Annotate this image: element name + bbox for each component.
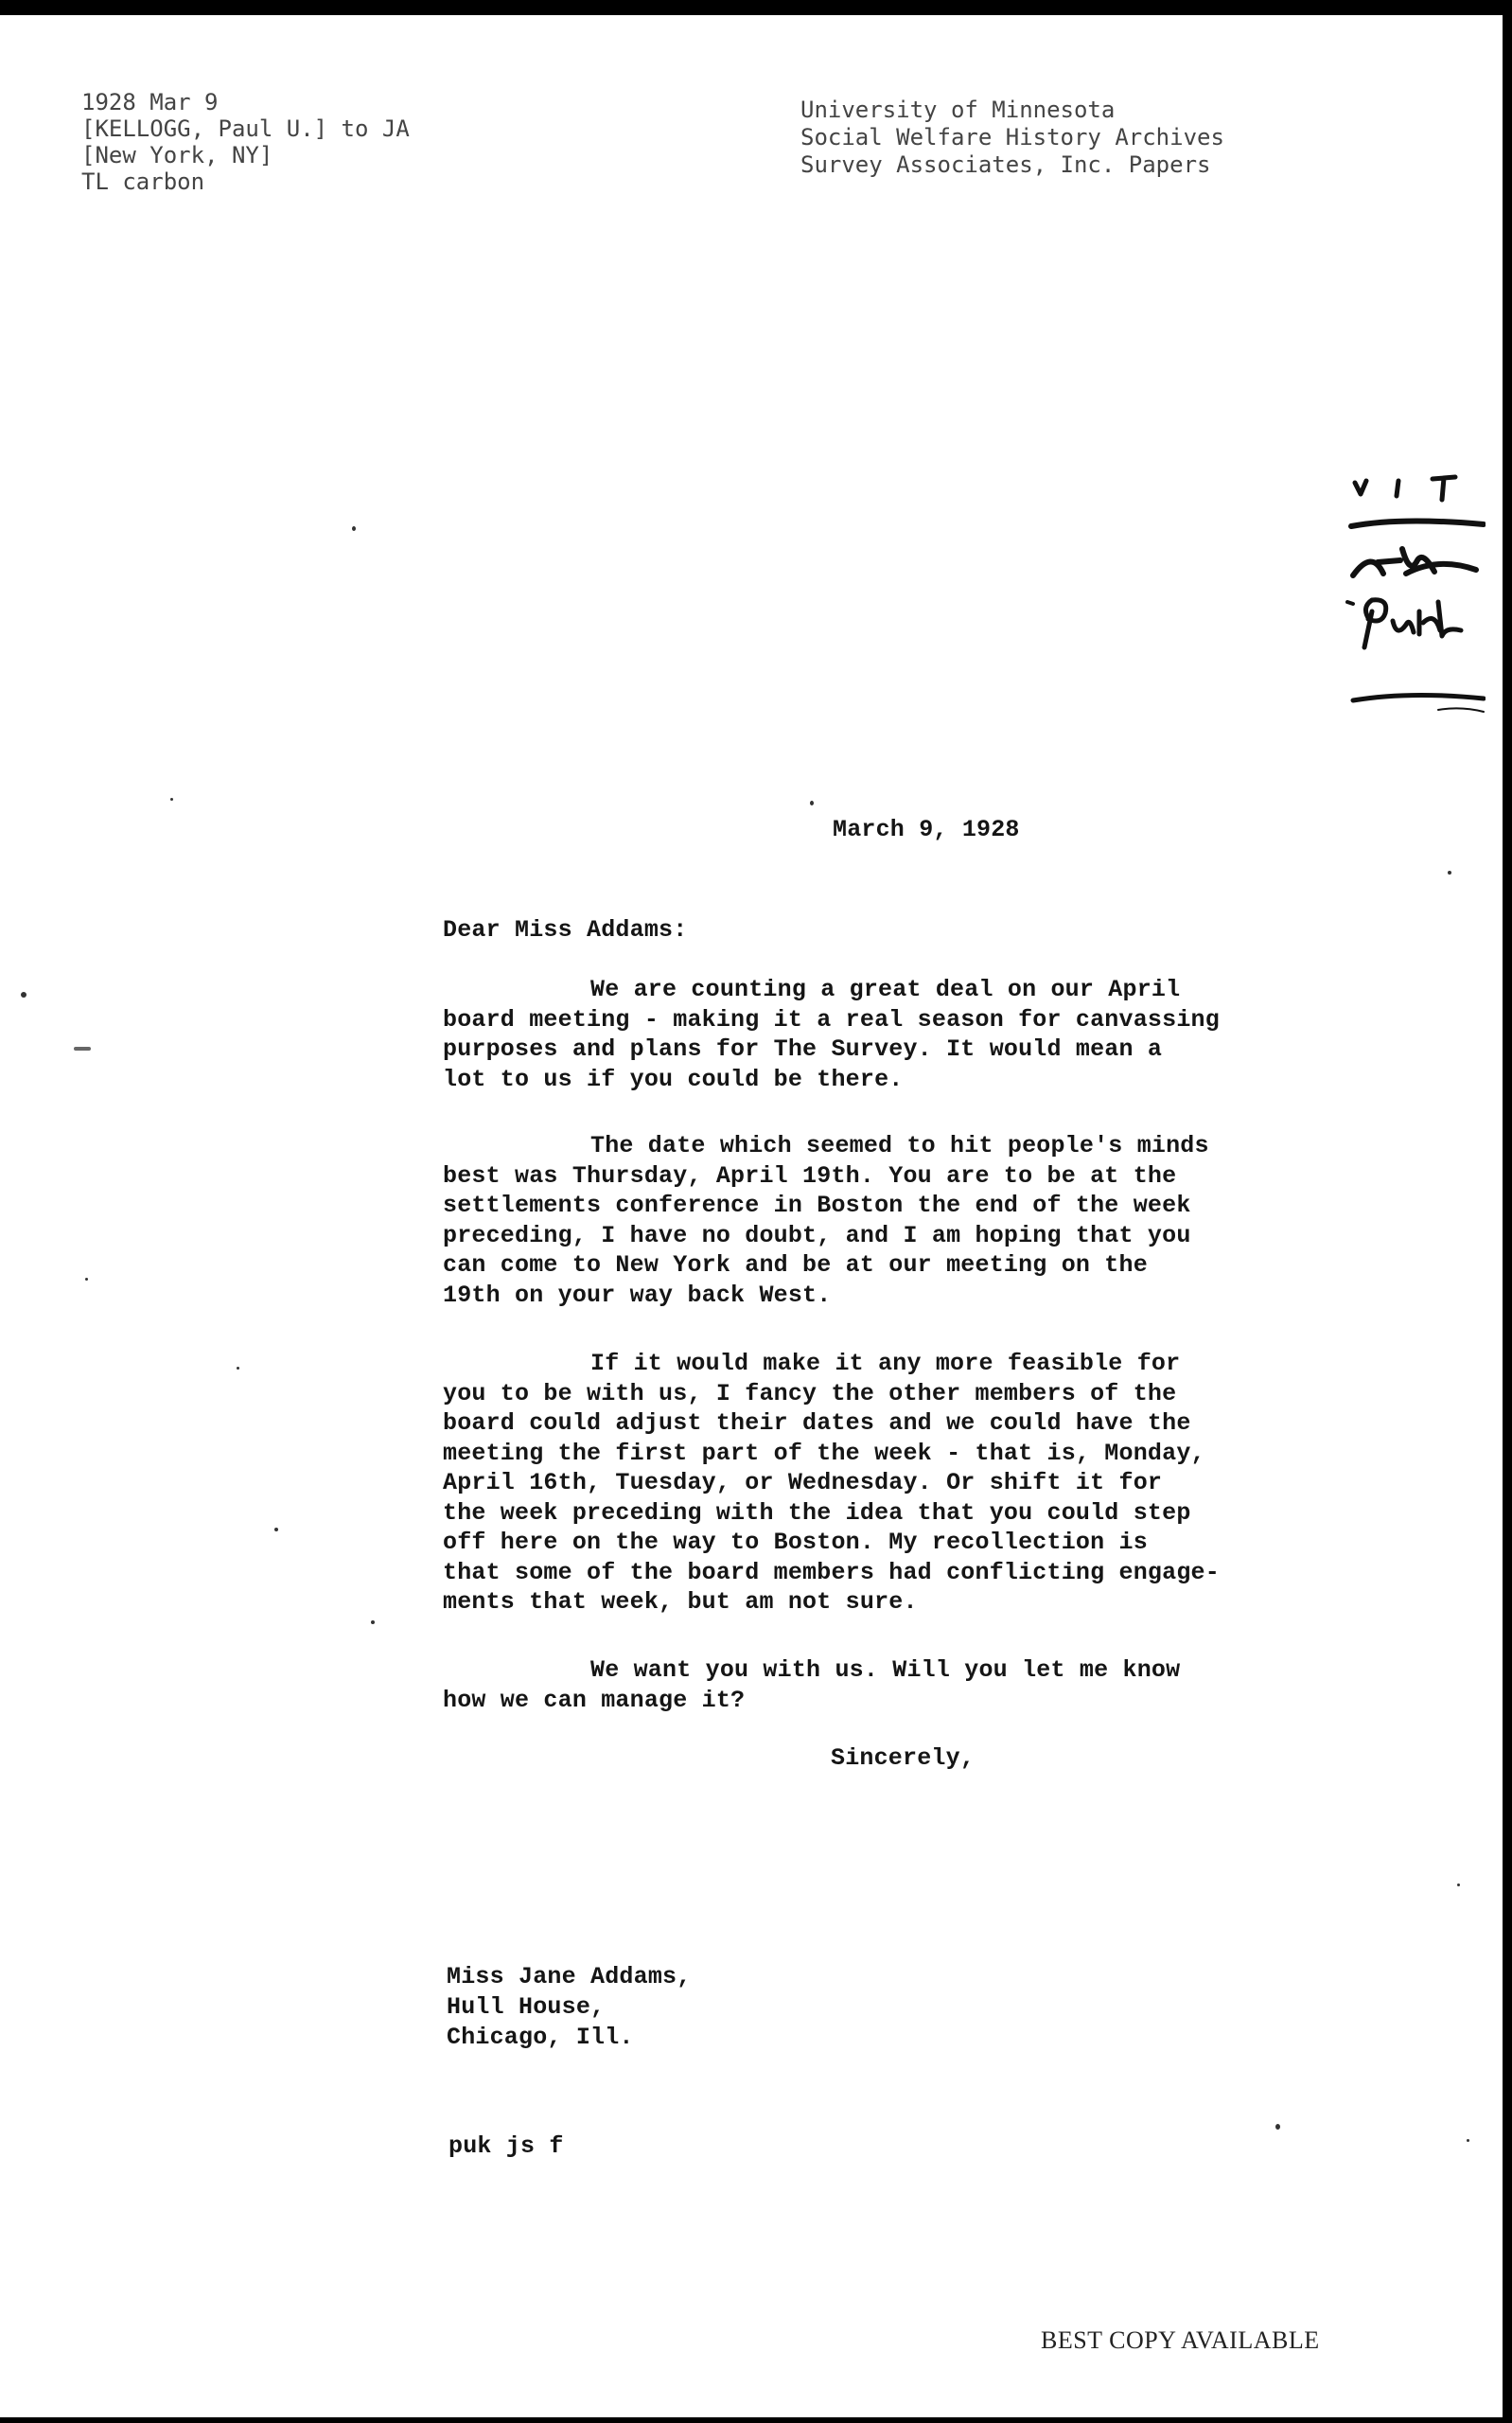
paragraph-line: meeting the first part of the week - that is, Monday, [443, 1439, 1205, 1467]
address-line: Miss Jane Addams, [447, 1963, 692, 1990]
catalog-line: 1928 Mar 9 [81, 89, 219, 115]
paragraph-line: you to be with us, I fancy the other members of the [443, 1379, 1177, 1407]
paragraph-line: board meeting - making it a real season for canvassing [443, 1005, 1220, 1034]
paragraph-line: board could adjust their dates and we could have the [443, 1409, 1191, 1437]
scan-speck [352, 526, 356, 531]
paragraph-line: that some of the board members had conflicting engage- [443, 1558, 1220, 1586]
scan-speck [1457, 1884, 1460, 1886]
paragraph-line: settlements conference in Boston the end of the week [443, 1192, 1191, 1219]
letter-paragraph [443, 975, 1257, 1094]
paragraph-line: ments that week, but am not sure. [443, 1588, 918, 1616]
letter-paragraph [443, 1349, 1257, 1618]
recipient-address [447, 1962, 691, 2053]
best-copy-stamp: BEST COPY AVAILABLE [1041, 2326, 1320, 2354]
paragraph-line: We are counting a great deal on our April [590, 976, 1181, 1003]
scan-speck [371, 1620, 375, 1624]
archive-line: University of Minnesota [800, 97, 1116, 123]
paragraph-line: how we can manage it? [443, 1686, 746, 1714]
archive-line: Social Welfare History Archives [800, 124, 1224, 150]
scan-border-top [0, 0, 1512, 15]
letter-salutation: Dear Miss Addams: [443, 916, 688, 944]
paragraph-line: off here on the way to Boston. My recollection is [443, 1529, 1148, 1556]
letter-date: March 9, 1928 [833, 816, 1020, 843]
catalog-line: TL carbon [81, 168, 205, 195]
paragraph-line: If it would make it any more feasible for [590, 1350, 1181, 1377]
scan-speck [1467, 2139, 1469, 2142]
handwritten-margin-marks [1344, 469, 1486, 725]
scan-speck [1448, 871, 1451, 875]
scan-speck [170, 798, 173, 801]
letter-paragraph [443, 1655, 1257, 1715]
catalog-line: [New York, NY] [81, 142, 273, 168]
scan-border-bottom [0, 2417, 1512, 2423]
paragraph-line: We want you with us. Will you let me know [590, 1656, 1181, 1684]
paragraph-line: preceding, I have no doubt, and I am hoping that you [443, 1221, 1191, 1249]
paragraph-line: April 16th, Tuesday, or Wednesday. Or shift it for [443, 1469, 1163, 1496]
paragraph-line: lot to us if you could be there. [443, 1065, 904, 1093]
letter-closing: Sincerely, [831, 1744, 976, 1772]
address-line: Hull House, [447, 1993, 606, 2021]
paragraph-line: 19th on your way back West. [443, 1281, 832, 1309]
scan-speck [21, 992, 26, 998]
scan-speck [85, 1278, 88, 1281]
paragraph-line: purposes and plans for The Survey. It would mean a [443, 1035, 1163, 1063]
typist-initials: puk js f [448, 2132, 564, 2160]
letter-paragraph [443, 1131, 1257, 1310]
scan-speck [237, 1367, 239, 1370]
paragraph-line: The date which seemed to hit people's minds [590, 1132, 1209, 1159]
paragraph-line: can come to New York and be at our meeting on the [443, 1251, 1148, 1279]
catalog-line: [KELLOGG, Paul U.] to JA [81, 115, 410, 142]
scan-border-right [1503, 0, 1512, 2423]
scan-speck [810, 801, 814, 805]
address-line: Chicago, Ill. [447, 2024, 634, 2051]
archive-note [800, 97, 1224, 179]
scan-speck [274, 1528, 278, 1531]
catalog-note [81, 89, 410, 195]
scan-speck [1275, 2124, 1280, 2130]
scan-speck [74, 1047, 91, 1051]
paragraph-line: the week preceding with the idea that you could step [443, 1498, 1191, 1527]
archive-line: Survey Associates, Inc. Papers [800, 151, 1211, 178]
paragraph-line: best was Thursday, April 19th. You are to be at the [443, 1161, 1177, 1190]
